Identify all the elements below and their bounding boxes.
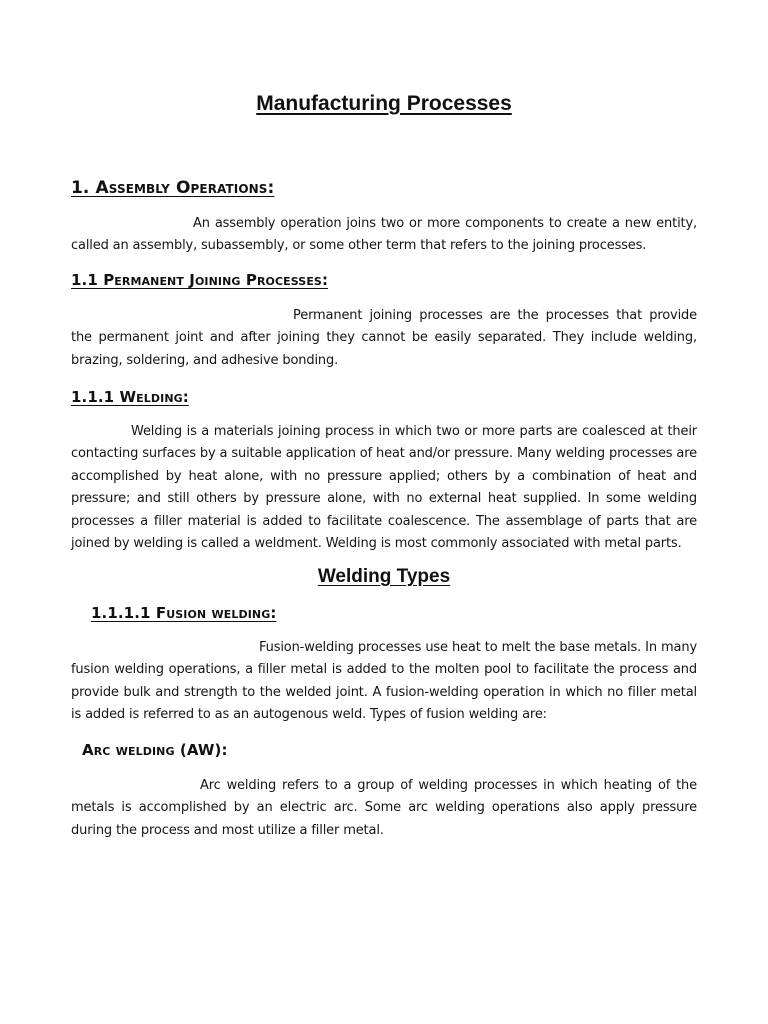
paragraph-permanent-joining-processes: Permanent joining processes are the processes that provide the permanent joint and after joining they cannot be easily separated. They include welding, brazing, soldering, and adhesive bonding.: [71, 308, 697, 368]
heading-fusion-welding: 1.1.1.1 Fusion welding:: [91, 604, 277, 622]
heading-welding-types: Welding Types: [317, 566, 451, 587]
heading-permanent-joining-processes: 1.1 Permanent Joining Processes:: [71, 271, 329, 289]
heading-assembly-operations: 1. Assembly Operations:: [71, 178, 275, 198]
heading-arc-welding: Arc welding (AW):: [82, 741, 228, 759]
paragraph-arc-welding: Arc welding refers to a group of welding processes in which heating of the metals is accomplished by an electric arc. Some arc welding operations also apply pressure during the process and most utilize a filler metal.: [71, 778, 697, 838]
heading-welding: 1.1.1 Welding:: [71, 388, 189, 406]
paragraph-assembly-operations: An assembly operation joins two or more components to create a new entity, called an assembly, subassembly, or some other term that refers to the joining processes.: [71, 216, 697, 254]
paragraph-fusion-welding: Fusion-welding processes use heat to melt the base metals. In many fusion welding operations, a filler metal is added to the molten pool to facilitate the process and provide bulk and strength to the welded joint. A fusion-welding operation in which no filler metal is added is referred to as an autogenous weld. Types of fusion welding are:: [71, 640, 697, 723]
paragraph-welding: Welding is a materials joining process in which two or more parts are coalesced at their contacting surfaces by a suitable application of heat and/or pressure. Many welding processes are accomplished by heat alone, with no pressure applied; others by a combination of heat and pressure; and still others by pressure alone, with no external heat supplied. In some welding processes a filler material is added to facilitate coalescence. The assemblage of parts that are joined by welding is called a weldment. Welding is most commonly associated with metal parts.: [71, 424, 697, 552]
document-title: Manufacturing Processes: [256, 92, 512, 115]
